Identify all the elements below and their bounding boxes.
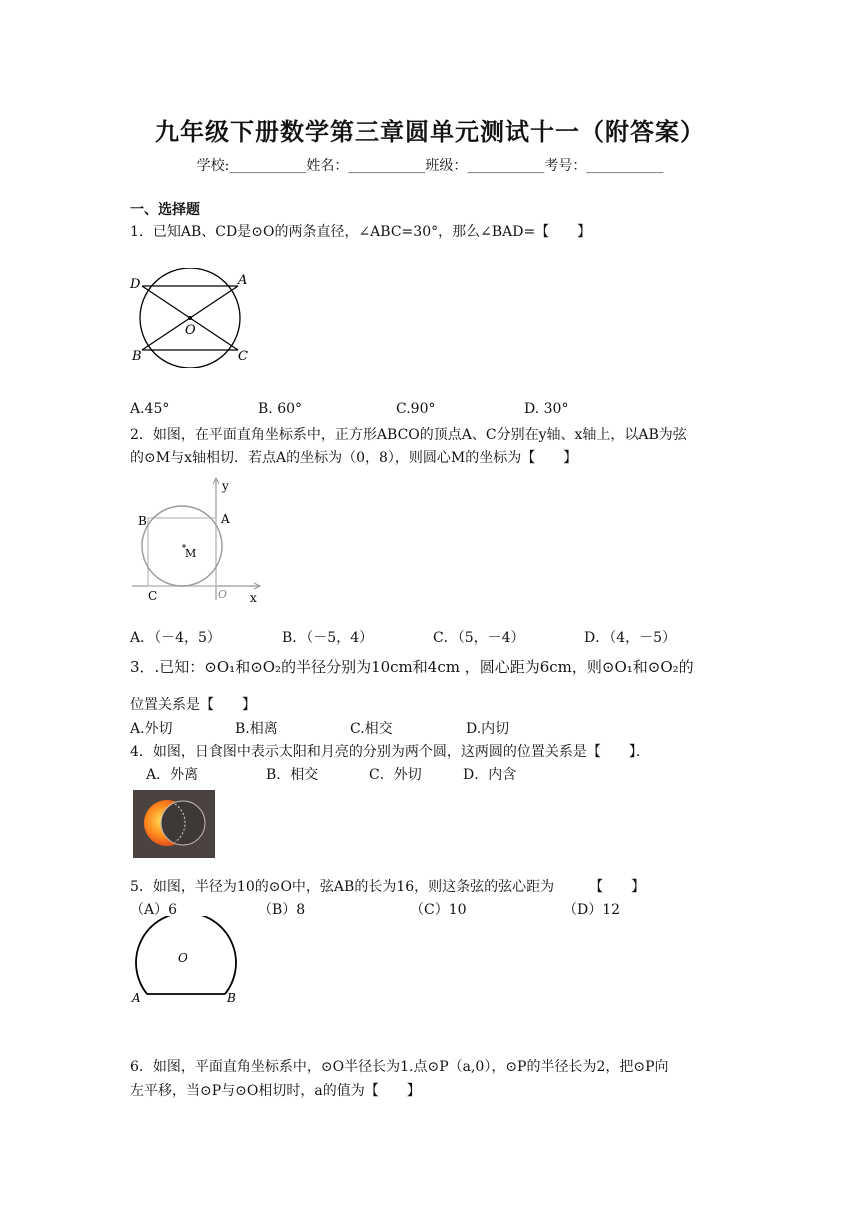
q5-label-a: A — [132, 991, 141, 1005]
q2-label-m: M — [185, 547, 197, 560]
q2-option-c: C．（5，－4） — [433, 630, 525, 646]
q1-option-d: D. 30° — [524, 401, 569, 417]
q4-option-a: A．外离 — [146, 767, 199, 783]
q5-label-o: O — [178, 951, 188, 965]
q2-option-d: D．（4，－5） — [584, 630, 677, 646]
q5-circle-chord-figure — [128, 916, 244, 1008]
q2-label-c: C — [148, 589, 158, 603]
q5-option-b: （B）8 — [258, 902, 306, 918]
q2-label-y: y — [222, 479, 229, 493]
question-6-line-1: 6．如图，平面直角坐标系中，⊙O半径长为1.点⊙P（a,0），⊙P的半径长为2，把⊙P向 — [130, 1059, 669, 1075]
q1-label-c: C — [238, 349, 248, 364]
question-2-line-2: 的⊙M与x轴相切．若点A的坐标为（0，8），则圆心M的坐标为【 】 — [130, 450, 578, 466]
q2-label-a: A — [221, 512, 230, 526]
q5-option-c: （C）10 — [410, 902, 467, 918]
student-info-line: 学校:___________姓名：___________班级：___________考号：___________ — [196, 158, 664, 174]
question-6-line-2: 左平移，当⊙P与⊙O相切时，a的值为【 】 — [130, 1083, 421, 1099]
q1-label-a: A — [238, 273, 248, 288]
question-5-text: 5．如图，半径为10的⊙O中，弦AB的长为16，则这条弦的弦心距为 【 】 — [130, 879, 646, 895]
q4-option-d: D．内含 — [463, 767, 517, 783]
q3-option-d: D.内切 — [466, 721, 510, 737]
question-3-line-1: 3．.已知：⊙O₁和⊙O₂的半径分别为10cm和4cm ，圆心距为6cm，则⊙O₁和⊙O₂的 — [130, 658, 694, 676]
q1-circle-figure — [128, 268, 258, 368]
q5-label-b: B — [227, 991, 236, 1005]
q2-coordinate-figure — [128, 474, 268, 608]
q3-option-c: C.相交 — [350, 721, 393, 737]
q1-label-b: B — [132, 349, 142, 364]
q1-option-b: B. 60° — [258, 401, 303, 417]
q1-label-d: D — [130, 277, 141, 292]
question-4-text: 4．如图，日食图中表示太阳和月亮的分别为两个圆，这两圆的位置关系是【 】． — [130, 744, 650, 760]
q3-option-a: A.外切 — [130, 721, 173, 737]
q2-option-b: B．（－5，4） — [282, 630, 374, 646]
question-3-line-2: 位置关系是【 】 — [130, 697, 256, 713]
q5-option-a: （A）6 — [130, 902, 178, 918]
q4-option-b: B．相交 — [266, 767, 319, 783]
q2-label-o: O — [218, 588, 228, 601]
question-2-line-1: 2．如图，在平面直角坐标系中，正方形ABCO的顶点A、C分别在y轴、x轴上，以AB为弦 — [130, 427, 687, 443]
page-title: 九年级下册数学第三章圆单元测试十一（附答案） — [155, 118, 705, 146]
q2-label-b: B — [138, 514, 147, 528]
q1-option-a: A.45° — [130, 401, 170, 417]
q2-label-x: x — [250, 591, 257, 605]
question-1-text: 1．已知AB、CD是⊙O的两条直径，∠ABC=30°，那么∠BAD=【 】 — [130, 224, 592, 240]
q2-option-a: A．（－4，5） — [130, 630, 221, 646]
q1-label-o: O — [185, 323, 196, 338]
q1-option-c: C.90° — [396, 401, 436, 417]
q5-option-d: （D）12 — [563, 902, 621, 918]
solar-eclipse-photo — [133, 790, 215, 858]
q4-option-c: C．外切 — [369, 767, 422, 783]
section-heading: 一、选择题 — [130, 202, 200, 218]
q3-option-b: B.相离 — [235, 721, 278, 737]
